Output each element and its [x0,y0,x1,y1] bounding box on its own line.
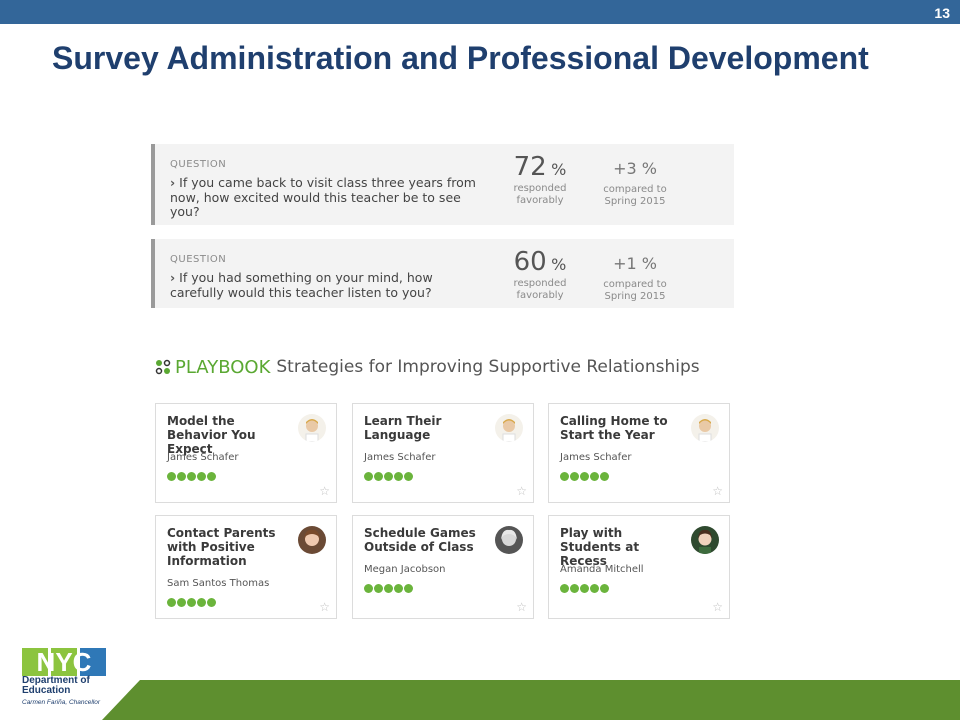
strategy-tile[interactable] [352,515,534,619]
delta-stat: +1 % compared to Spring 2015 [585,253,685,302]
favorable-percent: 72 [513,152,547,182]
tile-title: Contact Parents with Positive Information [167,526,276,568]
tile-title: Model the Behavior You Expect [167,414,256,456]
rating-dots [560,472,609,481]
nyc-logo-icon [22,648,108,676]
strategy-tile[interactable] [352,403,534,503]
star-icon[interactable]: ☆ [712,484,723,498]
playbook-title: Strategies for Improving Supportive Relationships [276,357,700,377]
question-label: QUESTION [170,254,227,265]
tile-title: Learn Their Language [364,414,442,442]
star-icon[interactable]: ☆ [319,600,330,614]
avatar [691,526,719,554]
avatar [495,526,523,554]
rating-dots [167,598,216,607]
avatar [298,526,326,554]
strategy-tile[interactable] [155,403,337,503]
question-card-2 [151,239,734,308]
question-card-1 [151,144,734,225]
tile-title: Schedule Games Outside of Class [364,526,476,554]
svg-text:NYC: NYC [36,648,92,676]
delta-stat: +3 % compared to Spring 2015 [585,158,685,207]
playbook-logo-icon [153,357,173,377]
star-icon[interactable]: ☆ [319,484,330,498]
strategy-tile[interactable] [548,403,730,503]
chancellor-credit: Carmen Fariña, Chancellor [22,699,101,706]
slide-number: 13 [934,5,950,21]
strategy-tile[interactable] [548,515,730,619]
strategy-tile[interactable] [155,515,337,619]
playbook-heading [153,355,700,379]
avatar [495,414,523,442]
delta-value: +3 % [613,159,657,178]
question-text: › If you came back to visit class three years from now, how excited would this teacher be to see you? [170,175,476,219]
chevron-right-icon: › [170,270,176,285]
tile-author: James Schafer [167,452,239,463]
tile-author: Sam Santos Thomas [167,578,270,589]
avatar [298,414,326,442]
rating-dots [364,584,413,593]
favorable-stat: 72 % responded favorably [513,152,567,206]
slide-title: Survey Administration and Professional Development [52,40,869,76]
footer-band [0,680,960,720]
question-label: QUESTION [170,159,227,170]
tile-author: James Schafer [364,452,436,463]
favorable-stat: 60 % responded favorably [513,247,567,301]
avatar [691,414,719,442]
rating-dots [364,472,413,481]
department-name: Department of Education [22,675,90,696]
tile-author: James Schafer [560,452,632,463]
top-bar [0,0,960,24]
delta-value: +1 % [613,254,657,273]
question-text: › If you had something on your mind, how carefully would this teacher listen to you? [170,270,433,300]
tile-author: Amanda Mitchell [560,564,644,575]
tile-author: Megan Jacobson [364,564,446,575]
star-icon[interactable]: ☆ [516,600,527,614]
star-icon[interactable]: ☆ [516,484,527,498]
tile-title: Play with Students at Recess [560,526,640,568]
favorable-percent: 60 [513,247,547,277]
tile-title: Calling Home to Start the Year [560,414,668,442]
playbook-brand: PLAYBOOK [175,356,271,378]
chevron-right-icon: › [170,175,176,190]
rating-dots [560,584,609,593]
star-icon[interactable]: ☆ [712,600,723,614]
rating-dots [167,472,216,481]
